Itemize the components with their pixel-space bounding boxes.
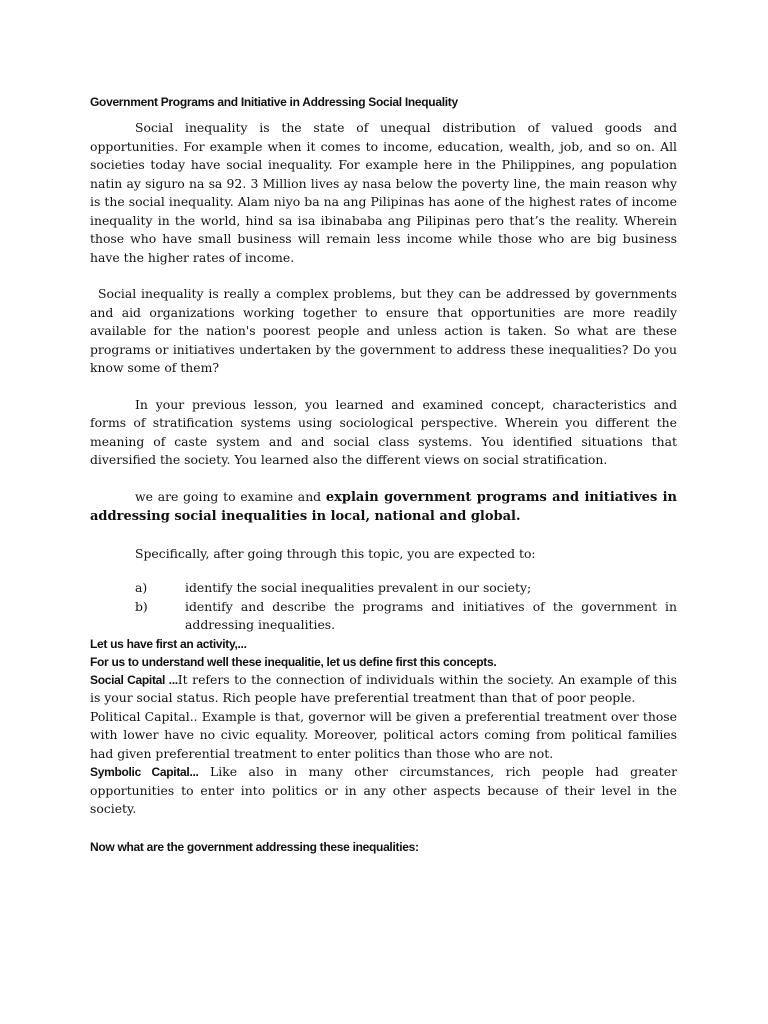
paragraph-previous-lesson: In your previous lesson, you learned and examined concept, characteristics and forms of stratification systems using sociological perspective. Wherein you different the meaning of caste system and and social class systems. You identified situations that diversified the society. You learned also the different views on social stratification. (90, 396, 677, 467)
paragraph-complex-problems: Social inequality is really a complex problems, but they can be addressed by governments and aid organizations working together to ensure that opportunities are more readily available for the nation's poorest people and unless action is taken. So what are these programs or initiatives undertaken by the government to address these inequalities? Do you know some of them? (90, 286, 677, 375)
lesson-goal-emphasis: explain government programs and initiatives in addressing social inequalities in local, national and global. (90, 489, 677, 524)
final-question: Now what are the government addressing these inequalities: (90, 839, 419, 854)
paragraph-expectations: Specifically, after going through this topic, you are expected to: (135, 545, 536, 561)
understand-line: For us to understand well these inequalitie, let us define first this concepts. (90, 654, 497, 669)
objective-text: identify the social inequalities prevalent in our society; (185, 580, 532, 595)
symbolic-capital-text: Like also in many other circumstances, rich people had greater opportunities to enter into politics or in any other aspects because of their level in the society. (90, 764, 677, 816)
objective-marker: b) (135, 598, 148, 614)
objective-item (90, 579, 677, 598)
document-title: Government Programs and Initiative in Addressing Social Inequality (90, 95, 458, 109)
objective-text: identify and describe the programs and initiatives of the government in addressing inequalities. (185, 598, 677, 632)
political-capital-definition: Political Capital.. Example is that, governor will be given a preferential treatment over those with lower have no civic equality. Moreover, political actors coming from political families had given preferential treatment to enter politics than those who are not. (90, 708, 677, 761)
document-page (90, 94, 677, 856)
objective-marker: a) (135, 580, 148, 595)
social-capital-text: It refers to the connection of individuals within the society. An example of this is your social status. Rich people have preferential treatment than that of poor people. (90, 671, 677, 705)
paragraph-social-inequality-definition: Social inequality is the state of unequal distribution of valued goods and opportunities. For example when it comes to income, education, wealth, job, and so on. All societies today have social inequality. For example here in the Philippines, ang population natin ay siguro na sa 92. 3 Million lives ay nasa below the poverty line, the main reason why is the social inequality. Alam niyo ba na ang Pilipinas has aone of the highest rates of income inequality in the world, hind sa isa ibinababa ang Pilipinas pero that’s the reality. Wherein those who have small business will remain less income while those who are big business have the higher rates of income. (90, 120, 677, 265)
activity-line: Let us have first an activity,... (90, 636, 247, 651)
social-capital-label: Social Capital ... (90, 672, 178, 687)
lesson-goal-lead: we are going to examine and (135, 488, 326, 504)
paragraph-lesson-goal (90, 488, 677, 527)
objectives-list (90, 579, 677, 635)
objective-item (90, 598, 677, 635)
symbolic-capital-label: Symbolic Capital... (90, 765, 199, 779)
symbolic-capital-definition (90, 763, 677, 819)
social-capital-definition (90, 671, 677, 708)
